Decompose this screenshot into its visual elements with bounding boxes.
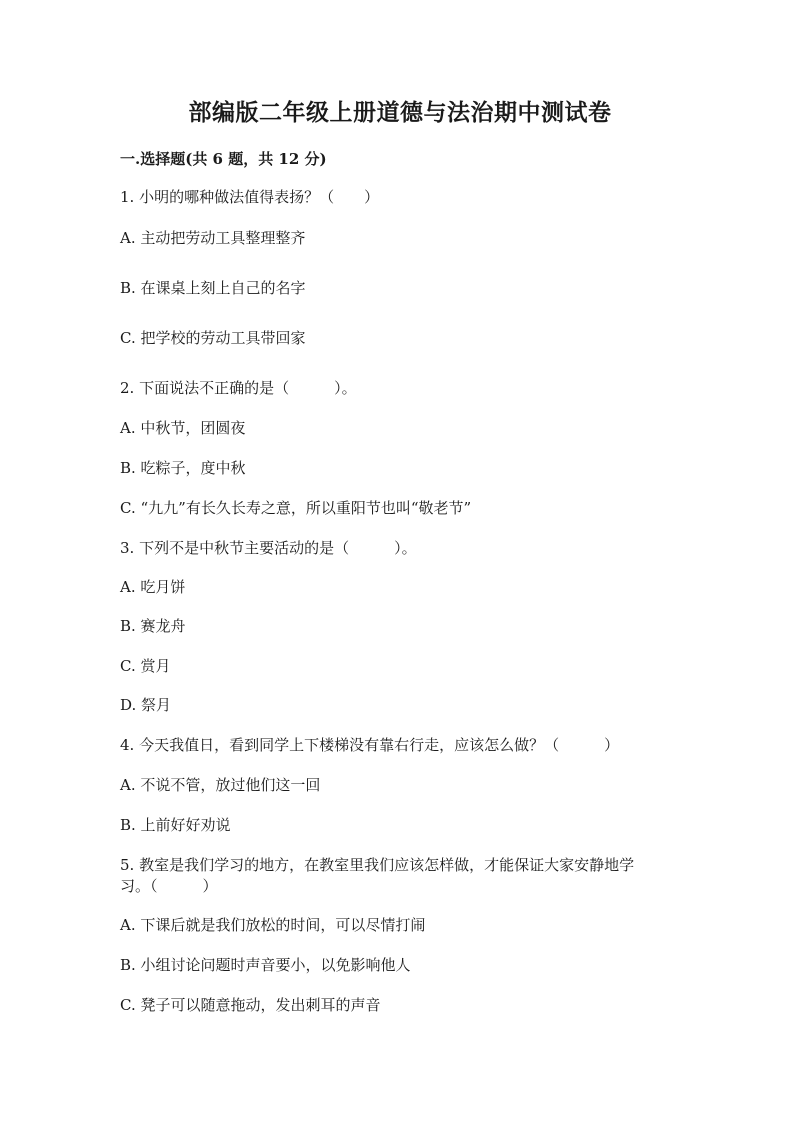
question-1-option-b: B. 在课桌上刻上自己的名字 xyxy=(120,279,306,297)
question-4-option-a: A. 不说不管，放过他们这一回 xyxy=(120,776,321,794)
question-2-option-a: A. 中秋节，团圆夜 xyxy=(120,419,246,437)
question-3-option-b: B. 赛龙舟 xyxy=(120,617,186,635)
question-5-option-a: A. 下课后就是我们放松的时间，可以尽情打闹 xyxy=(120,916,426,934)
question-2-stem: 2. 下面说法不正确的是（ ）。 xyxy=(120,379,357,397)
page-title: 部编版二年级上册道德与法治期中测试卷 xyxy=(188,99,612,126)
question-5-option-c: C. 凳子可以随意拖动，发出刺耳的声音 xyxy=(120,996,381,1014)
question-1-stem: 1. 小明的哪种做法值得表扬？（ ） xyxy=(120,188,380,206)
question-3-stem: 3. 下列不是中秋节主要活动的是（ ）。 xyxy=(120,539,417,557)
question-3-option-c: C. 赏月 xyxy=(120,657,171,675)
question-4-option-b: B. 上前好好劝说 xyxy=(120,816,231,834)
question-2-option-b: B. 吃粽子，度中秋 xyxy=(120,459,246,477)
question-2-option-c: C. “九九”有长久长寿之意，所以重阳节也叫“敬老节” xyxy=(120,499,472,517)
question-5-stem-line-1: 5. 教室是我们学习的地方，在教室里我们应该怎样做，才能保证大家安静地学 xyxy=(120,856,635,874)
question-5-stem-line-2: 习。（ ） xyxy=(120,877,218,895)
question-4-stem: 4. 今天我值日，看到同学上下楼梯没有靠右行走，应该怎么做？（ ） xyxy=(120,736,620,754)
question-1-option-a: A. 主动把劳动工具整理整齐 xyxy=(120,229,306,247)
question-3-option-d: D. 祭月 xyxy=(120,696,172,714)
question-5-option-b: B. 小组讨论问题时声音要小，以免影响他人 xyxy=(120,956,411,974)
section-heading: 一.选择题(共 6 题，共 12 分) xyxy=(120,150,327,168)
question-3-option-a: A. 吃月饼 xyxy=(120,578,186,596)
question-1-option-c: C. 把学校的劳动工具带回家 xyxy=(120,329,306,347)
